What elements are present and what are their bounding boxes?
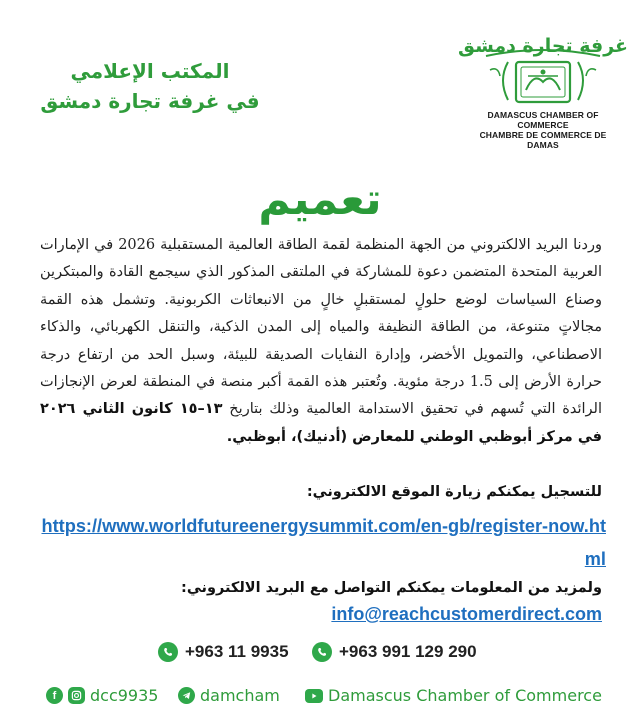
body-paragraph: وردنا البريد الالكتروني من الجهة المنظمة لقمة الطاقة العالمية المستقبلية 2026 في الإمارات العربية المتحدة المتضمن دعوة للمشاركة في الملتقى المذكور الذي سيجمع القادة والمبتكرين وصناع السياسات لوضع حلولٍ لمستقبلٍ خالٍ من الانبعاثات الكربونية. وتشمل هذه القمة مجالاتٍ متنوعة، من الطاقة النظيفة والمياه إلى المدن الذكية، والتنقل الكهربائي، والذكاء الاصطناعي، والتمويل الأخضر، وإدارة النفايات الصديقة للبيئة، وسبل الحد من ارتفاع درجة حرارة الأرض إلى 1.5 درجة مئوية. وتُعتبر هذه القمة أكبر منصة في المنطقة لعرض الإنجازات الرائدة التي تُسهم في تحقيق الاستدامة العالمية وذلك بتاريخ [40, 237, 603, 418]
chamber-logo-emblem [457, 30, 629, 110]
phone-landline [158, 642, 289, 662]
social-telegram [178, 686, 280, 705]
office-line-2: في غرفة تجارة دمشق [40, 89, 260, 113]
circular-body [40, 232, 602, 451]
registration-link[interactable]: https://www.worldfutureenergysummit.com/en-gb/register-now.html [41, 516, 606, 569]
logo-calligraphy: غرفة تجارة دمشق [457, 35, 629, 57]
social-handle-damcham: damcham [200, 686, 280, 705]
whatsapp-icon [312, 642, 332, 662]
phone-mobile [312, 642, 477, 662]
facebook-icon: f [46, 687, 63, 704]
media-office-title [30, 56, 270, 116]
event-date-venue: ١٣–١٥ كانون الثاني ٢٠٢٦ في مركز أبوظبي الوطني للمعارض (أدنيك)، أبوظبي. [40, 401, 602, 445]
contact-email-link[interactable]: info@reachcustomerdirect.com [331, 604, 602, 624]
phone-mobile-number: +963 991 129 290 [339, 642, 477, 661]
registration-label: للتسجيل يمكنكم زيارة الموقع الالكتروني: [306, 484, 602, 500]
whatsapp-icon [158, 642, 178, 662]
circular-title: تعميم [258, 174, 382, 225]
contact-label: ولمزيد من المعلومات يمكنكم التواصل مع البريد الالكتروني: [181, 580, 602, 596]
social-handle-youtube: Damascus Chamber of Commerce [328, 686, 602, 705]
social-youtube [305, 686, 602, 705]
youtube-icon [305, 689, 323, 703]
logo-caption-fr: CHAMBRE DE COMMERCE DE DAMAS [479, 130, 607, 150]
instagram-icon [68, 687, 85, 704]
office-line-1: المكتب الإعلامي [70, 59, 230, 83]
phone-landline-number: +963 11 9935 [185, 642, 289, 661]
telegram-icon [178, 687, 195, 704]
logo-caption-en: DAMASCUS CHAMBER OF COMMERCE [487, 110, 599, 130]
chamber-logo [457, 30, 629, 150]
social-facebook-instagram [46, 686, 158, 705]
social-handle-dcc: dcc9935 [90, 686, 159, 705]
